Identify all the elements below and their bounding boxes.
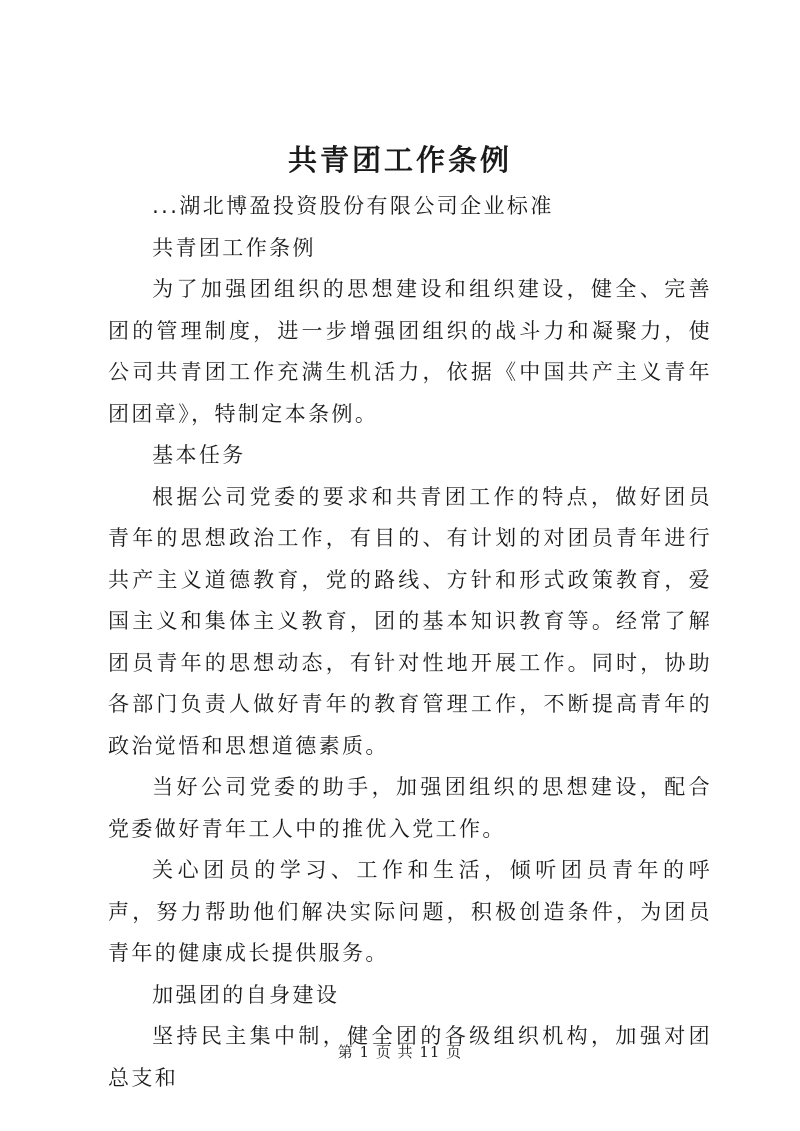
section-heading: 加强团的自身建设 xyxy=(152,982,340,1007)
paragraph: 为了加强团组织的思想建设和组织建设，健全、完善团的管理制度，进一步增强团组织的战斗力和凝聚力，使公司共青团工作充满生机活力，依据《中国共产主义青年团团章》，特制定本条例。 xyxy=(108,277,712,426)
paragraph: 坚持民主集中制，健全团的各级组织机构，加强对团总支和 xyxy=(108,1024,712,1090)
section-heading: 共青团工作条例 xyxy=(152,235,316,260)
paragraph: 当好公司党委的助手，加强团组织的思想建设，配合党委做好青年工人中的推优入党工作。 xyxy=(108,775,712,841)
company-standard-line: ...湖北博盈投资股份有限公司企业标准 xyxy=(152,194,554,218)
section-heading: 基本任务 xyxy=(152,443,246,467)
paragraph: 关心团员的学习、工作和生活，倾听团员青年的呼声，努力帮助他们解决实际问题，积极创造条件，为团员青年的健康成长提供服务。 xyxy=(108,858,712,965)
document-body xyxy=(108,186,712,1099)
paragraph: 根据公司党委的要求和共青团工作的特点，做好团员青年的思想政治工作，有目的、有计划的对团员青年进行共产主义道德教育，党的路线、方针和形式政策教育，爱国主义和集体主义教育，团的基本知识教育等。经常了解团员青年的思想动态，有针对性地开展工作。同时，协助各部门负责人做好青年的教育管理工作，不断提高青年的政治觉悟和思想道德素质。 xyxy=(108,484,712,758)
document-title: 共青团工作条例 xyxy=(287,143,512,177)
page-footer: 第 1 页 共 11 页 xyxy=(337,1043,463,1061)
